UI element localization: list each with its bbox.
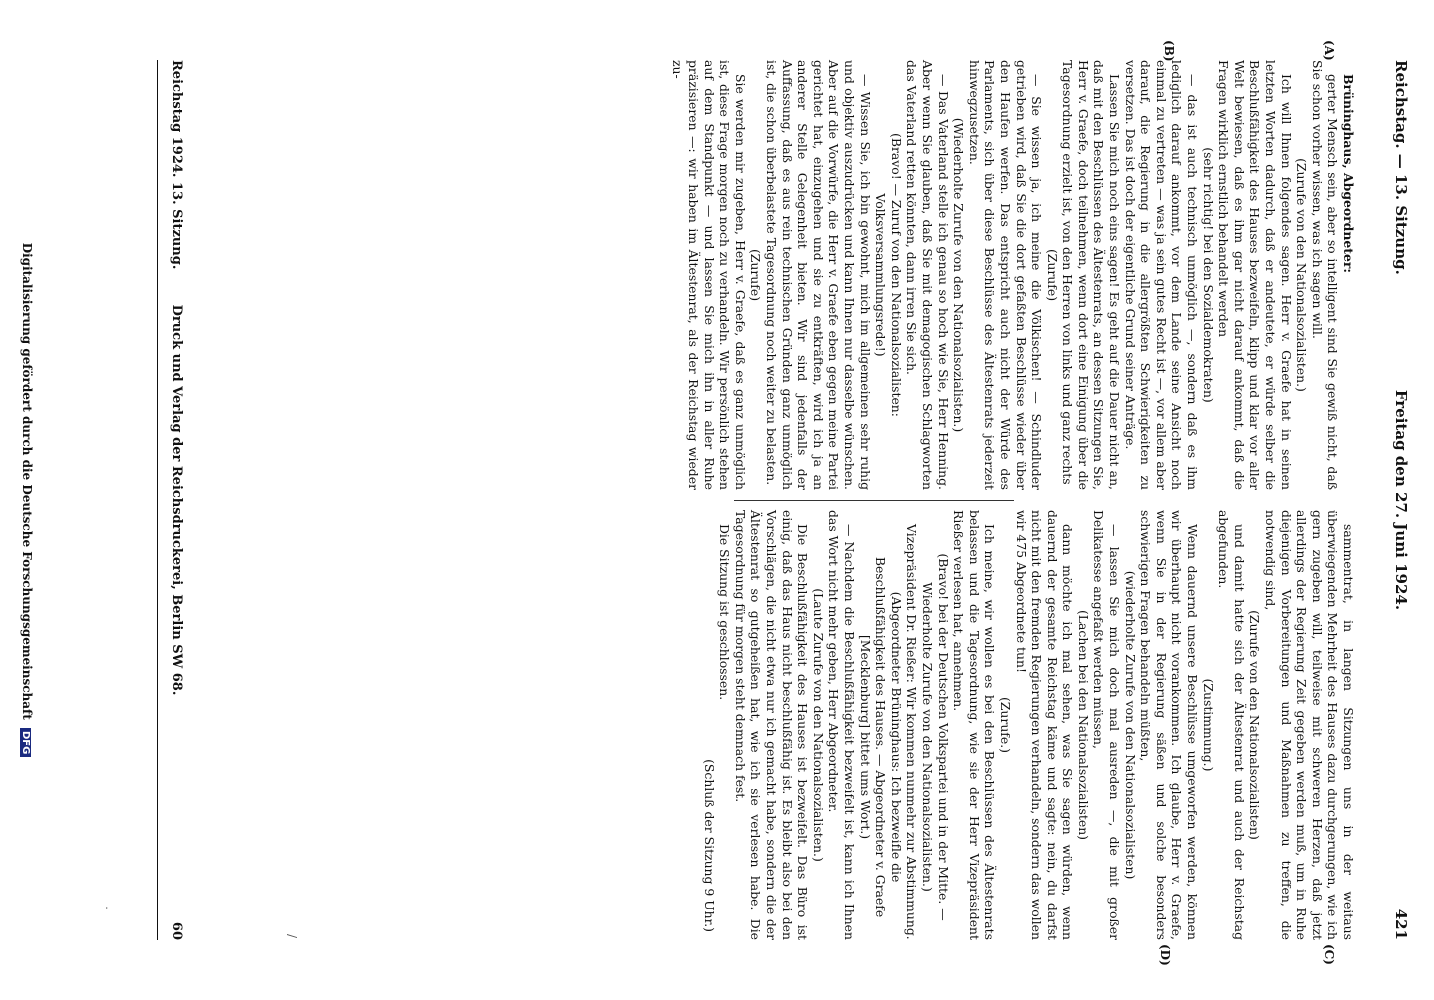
interjection: (wiederholte Zurufe von den Nationalsozialisten)	[1122, 570, 1138, 880]
interjection: (Laute Zurufe von den Nationalsozialisten.)	[810, 588, 826, 862]
paragraph: Sie werden mir zugeben, Herr v. Graefe, daß es ganz unmöglich ist, diese Frage morgen noch zu verhandeln. Wir persönlich stehen auf dem Standpunkt — und lassen Sie mich ihn in aller Ruhe präzisieren —: wir haben im Ältestenrat, als der Reichstag wieder zu-	[670, 60, 748, 490]
interjection: (Zurufe von den Nationalsozialisten.)	[1294, 158, 1310, 392]
left-column	[670, 60, 1356, 490]
footer-session: Reichstag 1924. 13. Sitzung.	[169, 60, 184, 270]
footer-rule	[157, 60, 158, 940]
footer-sheet-number: 60	[169, 921, 184, 940]
paragraph: Ich will Ihnen folgendes sagen. Herr v. Graefe hat in seinen letzten Worten dadurch, daß er andeutete, er würde selber die Beschlußfähigkeit des Hauses bezweifeln, klipp und klar vor aller Welt bewiesen, daß es ihm gar nicht darauf ankommt, daß die Fragen wirklich ernstlich behandelt werden	[1216, 60, 1294, 490]
closing-statement: Die Sitzung ist geschlossen.	[717, 524, 733, 701]
right-column	[701, 510, 1356, 940]
interjection: (Wiederholte Zurufe von den Nationalsozialisten.)	[951, 117, 967, 433]
header-date: Freitag den 27. Juni 1924.	[1392, 389, 1410, 611]
margin-mark-a: (A)	[1322, 40, 1336, 61]
footer-printer: Druck und Verlag der Reichsdruckerei, Berlin SW 68.	[169, 304, 184, 696]
paragraph: — das ist auch technisch unmöglich —, sondern daß es ihm lediglich darauf ankommt, vor dem Lande seine Ansicht noch einmal zu vertreten — was ja sein gutes Recht ist —, vor allem aber darauf, die Regierung in die allergrößten Schwierigkeiten zu versetzen. Das ist doch der eigentliche Grund seiner Anträge.	[1122, 60, 1201, 490]
margin-mark-d: (D)	[1158, 944, 1172, 966]
paragraph: — Nachdem die Beschlußfähigkeit bezweifelt ist, kann ich Ihnen das Wort nicht mehr geben, Herr Abgeordneter.	[826, 510, 857, 940]
interjection: (Bravo! — Zuruf von den Nationalsozialisten: Volksversammlungsrede!)	[873, 133, 904, 417]
dfg-logo-icon: DFG	[20, 728, 31, 757]
paragraph: — Wissen Sie, ich bin gewohnt, mich im allgemeinen sehr ruhig und objektiv auszudrücken und kann Ihnen nur dasselbe wünschen. Aber auf die Vorwürfe, die Herr v. Graefe eben gegen meine Partei gerichtet hat, einzugehen und sie zu entkräften, wird ich ja an anderer Stelle Gelegenheit bieten. Wir sind jedenfalls der Auffassung, daß es aus rein technischen Gründen ganz unmöglich ist, die schon überbelastete Tagesordnung noch weiter zu belasten.	[764, 60, 873, 490]
session-end-note: (Schluß der Sitzung 9 Uhr.)	[701, 759, 717, 932]
credit-text: Digitalisierung gefördert durch die Deutsche Forschungsgemeinschaft	[20, 242, 34, 720]
paragraph: — lassen Sie mich doch mal ausreden —, die mit großer Delikatesse angefaßt werden müssen,	[1091, 510, 1123, 940]
paragraph: — Sie wissen ja, ich meine die Völkischen! — Schindluder getrieben wird, daß Sie die dort gefaßten Beschlüsse wieder über den Haufen werfen. Das entspricht auch nicht der Würde des Parlaments, sich über diese Beschlüsse des Ältestenrats jederzeit hinwegzusetzen.	[966, 60, 1045, 490]
interjection: (sehr richtig! bei den Sozialdemokraten)	[1200, 147, 1216, 403]
paragraph: dann möchte ich mal sehen, was Sie sagen würden, wenn dauernd der gesamte Reichstag käme und sagte: nein, du darfst nicht mit den fremden Regierungen verhandeln, sondern das wollen wir 475 Abgeordnete tun!	[1013, 510, 1076, 940]
column-divider	[734, 500, 1014, 501]
paragraph: Lassen Sie mich noch eins sagen! Es geht auf die Dauer nicht an, daß mit den Beschlüssen des Ältestenrats, an dessen Sitzungen Sie, Herr v. Graefe, doch teilnehmen, wenn dort eine Einigung über die Tagesordnung erzielt ist, von den Herren von links und ganz rechts	[1060, 60, 1123, 490]
margin-mark-b: (B)	[1162, 40, 1176, 62]
paragraph: Ich meine, wir wollen es bei den Beschlüssen des Ältestenrats belassen und die Tagesordnung, wie sie der Herr Vizepräsident Rießer verlesen hat, annehmen.	[951, 510, 998, 940]
interjection: (Zurufe)	[1044, 248, 1060, 302]
interjection: (Abgeordneter Brüninghaus: Ich bezweifle die Beschlußfähigkeit des Hauses. — Abgeordneter v. Graefe [Mecklenburg] bittet ums Wort.)	[857, 556, 904, 918]
paragraph: Vizepräsident Dr. Rießer: Wir kommen nunmehr zur Abstimmung.	[904, 524, 920, 940]
paragraph: Die Beschlußfähigkeit des Hauses ist bezweifelt. Das Büro ist einig, daß das Haus nicht beschlußfähig ist. Es bleibt also bei den Vorschlägen, die nicht etwa nur ich gemacht habe, sondern die der Ältestenrat so gutgeheißen hat, wie ich sie verlesen habe. Die Tagesordnung für morgen steht demnach fest.	[732, 510, 811, 940]
paragraph: — Das Vaterland stelle ich genau so hoch wie Sie, Herr Henning. Aber wenn Sie glauben, daß Sie mit demagogischen Schlagworten das Vaterland retten könnten, dann irren Sie sich.	[904, 60, 951, 490]
page-number: 421	[1392, 908, 1410, 940]
paragraph: und damit hatte sich der Ältestenrat und auch der Reichstag abgefunden.	[1216, 510, 1247, 940]
paragraph: sammentrat, in langen Sitzungen uns in der weitaus überwiegenden Mehrheit des Hauses dazu durchgerungen, wie ich gern zugeben will, teilweise mit schweren Herzen, daß jetzt allerdings der Regierung Zeit gegeben werden muß, um in Ruhe diejenigen Vorbereitungen und Maßnahmen zu treffen, die notwendig sind,	[1263, 510, 1356, 940]
margin-mark-c: (C)	[1322, 944, 1336, 965]
scan-speck: ˙	[95, 905, 109, 911]
scan-speck: /	[285, 934, 299, 939]
interjection: (Zustimmung.)	[1200, 678, 1216, 772]
page-header	[1384, 60, 1410, 940]
page-footer	[162, 60, 184, 940]
paragraph: gerter Mensch sein, aber so intelligent sind Sie gewiß nicht, daß Sie schon vorher wissen, was ich sagen will.	[1309, 60, 1341, 490]
speaker-line: Brüninghaus, Abgeordneter:	[1341, 74, 1356, 273]
paragraph: Wenn dauernd unsere Beschlüsse umgeworfen werden, können wir überhaupt nicht vorankommen. Ich glaube, Herr v. Graefe, wenn Sie in der Regierung säßen und solche besonders schwierigen Fragen behandeln müßten,	[1138, 510, 1201, 940]
interjection: (Zurufe.)	[997, 696, 1013, 754]
interjection: (Zurufe von den Nationalsozialisten)	[1247, 610, 1263, 840]
header-session: Reichstag. — 13. Sitzung.	[1392, 60, 1410, 275]
interjection: (Zurufe)	[748, 248, 764, 302]
interjection: (Lachen bei den Nationalsozialisten)	[1075, 609, 1091, 841]
digitization-credit	[20, 0, 34, 1000]
interjection: (Bravo! bei der Deutschen Volkspartei und in der Mitte. — Wiederholte Zurufe von den Nationalsozialisten.)	[919, 553, 951, 921]
